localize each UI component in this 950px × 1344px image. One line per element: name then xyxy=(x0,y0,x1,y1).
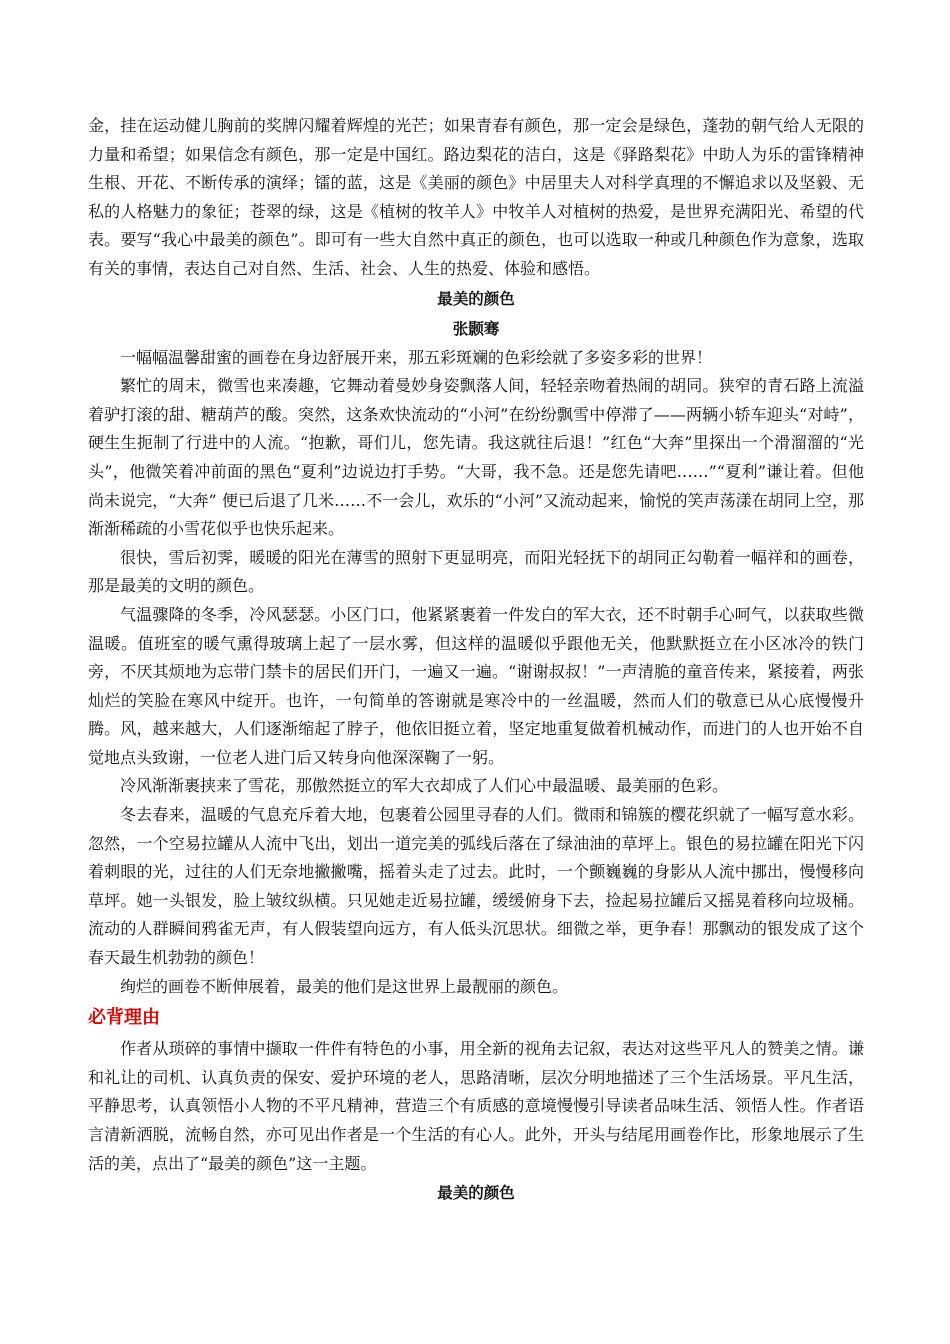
essay-paragraph-6: 冬去春来，温暖的气息充斥着大地，包裹着公园里寻春的人们。微雨和锦簇的樱花织就了一幅写意水彩。忽然，一个空易拉罐从人流中飞出，划出一道完美的弧线后落在了绿油油的草坪上。银色的易拉罐在阳光下闪着刺眼的光，过往的人们无奈地撇撇嘴，摇着头走了过去。此时，一个颤巍巍的身影从人流中挪出，慢慢移向草坪。她一头银发，脸上皱纹纵横。只见她走近易拉罐，缓缓俯身下去，捡起易拉罐后又摇晃着移向垃圾桶。流动的人群瞬间鸦雀无声，有人假装望向远方，有人低头沉思状。细微之举，更争春！那飘动的银发成了这个春天最生机勃勃的颜色！ xyxy=(88,805,864,968)
essay-paragraph-3: 很快，雪后初霁，暖暖的阳光在薄雪的照射下更显明亮，而阳光轻抚下的胡同正勾勒着一幅祥和的画卷，那是最美的文明的颜色。 xyxy=(88,547,864,596)
essay-paragraph-7: 绚烂的画卷不断伸展着，最美的他们是这世界上最靓丽的颜色。 xyxy=(120,976,569,996)
intro-paragraph: 金，挂在运动健儿胸前的奖牌闪耀着辉煌的光芒；如果青春有颜色，那一定会是绿色，蓬勃的朝气给人无限的力量和希望；如果信念有颜色，那一定是中国红。路边梨花的洁白，这是《驿路梨花》中助人为乐的雷锋精神生根、开花、不断传承的演绎；镭的蓝，这是《美丽的颜色》中居里夫人对科学真理的不懈追求以及坚毅、无私的人格魅力的象征；苍翠的绿，这是《植树的牧羊人》中牧羊人对植树的热爱，是世界充满阳光、希望的代表。要写“我心中最美的颜色”。即可有一些大自然中真正的颜色，也可以选取一种或几种颜色作为意象，选取有关的事情，表达自己对自然、生活、社会、人生的热爱、体验和感悟。 xyxy=(88,116,864,278)
reason-heading: 必背理由 xyxy=(88,1007,160,1029)
essay-paragraph-1: 一幅幅温馨甜蜜的画卷在身边舒展开来，那五彩斑斓的色彩绘就了多姿多彩的世界！ xyxy=(120,347,713,367)
document-page xyxy=(88,112,864,1208)
essay-paragraph-5: 冷风渐渐裹挟来了雪花，那傲然挺立的军大衣却成了人们心中最温暖、最美丽的色彩。 xyxy=(120,776,729,796)
essay-title: 最美的颜色 xyxy=(437,289,515,308)
reason-paragraph: 作者从琐碎的事情中撷取一件件有特色的小事，用全新的视角去记叙，表达对这些平凡人的赞美之情。谦和礼让的司机、认真负责的保安、爱护环境的老人，思路清晰，层次分明地描述了三个生活场景。平凡生活，平静思考，认真领悟小人物的不平凡精神，营造三个有质感的意境慢慢引导读者品味生活、领悟人性。作者语言清新洒脱，流畅自然，亦可见出作者是一个生活的有心人。此外，开头与结尾用画卷作比，形象地展示了生活的美，点出了“最美的颜色”这一主题。 xyxy=(88,1039,864,1173)
essay-author: 张颢骞 xyxy=(452,319,500,338)
essay-paragraph-2: 繁忙的周末，微雪也来凑趣，它舞动着曼妙身姿飘落人间，轻轻亲吻着热闹的胡同。狭窄的青石路上流溢着驴打滚的甜、糖葫芦的酸。突然，这条欢快流动的“小河”在纷纷飘雪中停滞了——两辆小轿车迎头“对峙”，硬生生扼制了行进中的人流。“抱歉，哥们儿，您先请。我这就往后退！”红色“大奔”里探出一个滑溜溜的“光头”，他微笑着冲前面的黑色“夏利”边说边打手势。“大哥，我不急。还是您先请吧……”“夏利”谦让着。但他尚未说完，“大奔” 便已后退了几米……不一会儿，欢乐的“小河”又流动起来，愉悦的笑声荡漾在胡同上空，那渐渐稀疏的小雪花似乎也快乐起来。 xyxy=(88,376,864,539)
essay-paragraph-4: 气温骤降的冬季，冷风瑟瑟。小区门口，他紧紧裹着一件发白的军大衣，还不时朝手心呵气，以获取些微温暖。值班室的暖气熏得玻璃上起了一层水雾，但这样的温暖似乎跟他无关，他默默挺立在小区冰冷的铁门旁，不厌其烦地为忘带门禁卡的居民们开门，一遍又一遍。“谢谢叔叔！”一声清脆的童音传来，紧接着，两张灿烂的笑脸在寒风中绽开。也许，一句简单的答谢就是寒冷中的一丝温暖，然而人们的敬意已从心底慢慢升腾。风，越来越大，人们逐渐缩起了脖子，他依旧挺立着，坚定地重复做着机械动作，而进门的人也开始不自觉地点头致谢，一位老人进门后又转身向他深深鞠了一躬。 xyxy=(88,604,864,767)
next-essay-title: 最美的颜色 xyxy=(437,1184,515,1203)
